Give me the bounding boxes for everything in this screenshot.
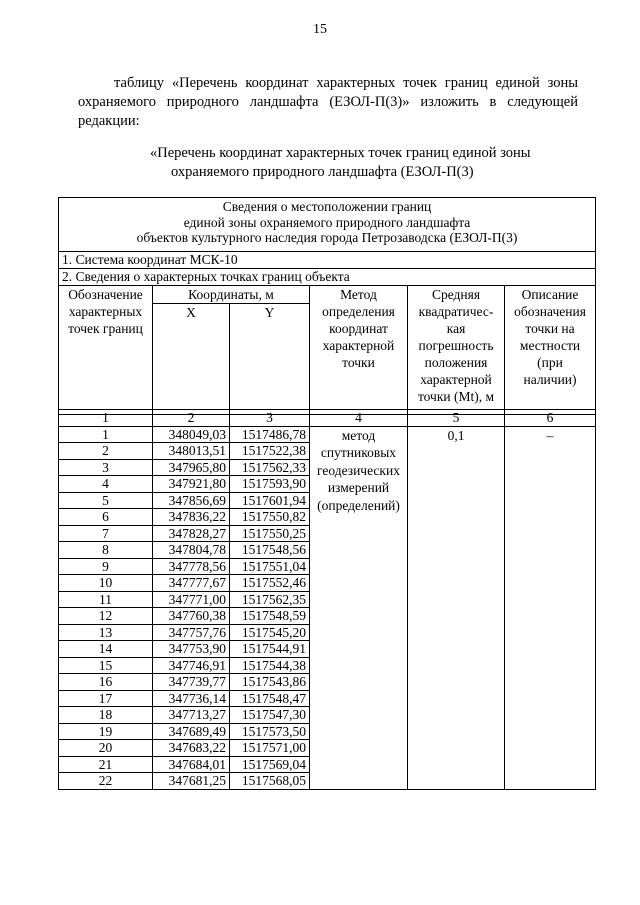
y-coordinate: 1517550,25	[230, 525, 310, 542]
description-value: –	[505, 426, 596, 789]
x-coordinate: 347778,56	[153, 558, 230, 575]
point-number: 9	[59, 558, 153, 575]
quoted-title-line-2: охраняемого природного ландшафта (ЕЗОЛ-П(3)	[171, 164, 474, 180]
point-number: 5	[59, 492, 153, 509]
point-number: 4	[59, 476, 153, 493]
x-coordinate: 347736,14	[153, 690, 230, 707]
header-x: X	[153, 304, 230, 415]
method-line: (определений)	[317, 497, 400, 513]
point-number: 12	[59, 608, 153, 625]
header-method	[310, 286, 408, 415]
x-coordinate: 347771,00	[153, 591, 230, 608]
page-number: 15	[313, 22, 327, 37]
header-line: местности	[519, 338, 581, 353]
header-line: Средняя	[431, 287, 481, 302]
x-coordinate: 347777,67	[153, 575, 230, 592]
y-coordinate: 1517544,38	[230, 657, 310, 674]
x-coordinate: 347856,69	[153, 492, 230, 509]
header-line: (при	[537, 355, 563, 370]
y-coordinate: 1517486,78	[230, 426, 310, 443]
coordinates-table	[58, 409, 596, 790]
point-number: 11	[59, 591, 153, 608]
x-coordinate: 348013,51	[153, 443, 230, 460]
point-number: 3	[59, 459, 153, 476]
y-coordinate: 1517543,86	[230, 674, 310, 691]
header-description	[505, 286, 596, 415]
header-line: точки (Mt), м	[417, 389, 495, 404]
y-coordinate: 1517545,20	[230, 624, 310, 641]
header-line: характерной	[322, 338, 395, 353]
y-coordinate: 1517593,90	[230, 476, 310, 493]
point-number: 6	[59, 509, 153, 526]
x-coordinate: 347689,49	[153, 723, 230, 740]
header-line: характерной	[420, 372, 492, 387]
header-coordinates: Координаты, м	[153, 286, 310, 304]
y-coordinate: 1517571,00	[230, 740, 310, 757]
table-title-line: единой зоны охраняемого природного ландшафта	[183, 214, 471, 230]
point-number: 1	[59, 426, 153, 443]
header-line: координат	[329, 321, 388, 336]
table-row	[59, 426, 596, 443]
point-number: 18	[59, 707, 153, 724]
header-line: Описание	[521, 287, 579, 302]
point-number: 10	[59, 575, 153, 592]
y-coordinate: 1517552,46	[230, 575, 310, 592]
header-line: характерных	[68, 304, 143, 319]
header-line: кая	[446, 321, 466, 336]
header-line: положения	[424, 355, 488, 370]
x-coordinate: 347828,27	[153, 525, 230, 542]
header-line: погрешность	[418, 338, 494, 353]
point-number: 17	[59, 690, 153, 707]
column-number: 2	[153, 410, 230, 427]
column-number: 1	[59, 410, 153, 427]
header-mean-error	[408, 286, 505, 415]
header-line: точек границ	[68, 321, 143, 336]
point-number: 21	[59, 756, 153, 773]
x-coordinate: 347804,78	[153, 542, 230, 559]
x-coordinate: 347965,80	[153, 459, 230, 476]
x-coordinate: 348049,03	[153, 426, 230, 443]
x-coordinate: 347681,25	[153, 773, 230, 790]
x-coordinate: 347683,22	[153, 740, 230, 757]
header-line: точки	[342, 355, 375, 370]
column-number: 3	[230, 410, 310, 427]
x-coordinate: 347753,90	[153, 641, 230, 658]
point-number: 8	[59, 542, 153, 559]
point-number: 15	[59, 657, 153, 674]
y-coordinate: 1517548,56	[230, 542, 310, 559]
point-number: 14	[59, 641, 153, 658]
x-coordinate: 347746,91	[153, 657, 230, 674]
point-number: 7	[59, 525, 153, 542]
y-coordinate: 1517601,94	[230, 492, 310, 509]
y-coordinate: 1517562,33	[230, 459, 310, 476]
y-coordinate: 1517550,82	[230, 509, 310, 526]
y-coordinate: 1517548,59	[230, 608, 310, 625]
method-cell	[310, 426, 408, 789]
header-line: обозначения	[514, 304, 586, 319]
y-coordinate: 1517544,91	[230, 641, 310, 658]
method-line: геодезических	[317, 462, 400, 478]
y-coordinate: 1517569,04	[230, 756, 310, 773]
header-line: Обозначение	[68, 287, 143, 302]
column-number: 4	[310, 410, 408, 427]
intro-paragraph: таблицу «Перечень координат характерных точек границ единой зоны охраняемого природного ландшафта (ЕЗОЛ-П(3)» изложить в следующей редакции:	[78, 75, 578, 129]
y-coordinate: 1517562,35	[230, 591, 310, 608]
method-line: спутниковых	[320, 445, 397, 460]
point-number: 13	[59, 624, 153, 641]
column-number: 5	[408, 410, 505, 427]
quoted-title-line-1: «Перечень координат характерных точек границ единой зоны	[150, 145, 531, 161]
table-title	[59, 198, 596, 252]
y-coordinate: 1517568,05	[230, 773, 310, 790]
header-line: определения	[322, 304, 395, 319]
x-coordinate: 347760,38	[153, 608, 230, 625]
x-coordinate: 347684,01	[153, 756, 230, 773]
header-line: наличии)	[523, 372, 577, 387]
header-y: Y	[230, 304, 310, 415]
y-coordinate: 1517547,30	[230, 707, 310, 724]
table-title-line: объектов культурного наследия города Петрозаводска (ЕЗОЛ-П(3)	[136, 230, 518, 245]
method-line: метод	[341, 427, 376, 443]
x-coordinate: 347757,76	[153, 624, 230, 641]
point-number: 2	[59, 443, 153, 460]
column-numbers-row	[59, 410, 596, 427]
x-coordinate: 347836,22	[153, 509, 230, 526]
quoted-table-title	[150, 144, 531, 182]
y-coordinate: 1517522,38	[230, 443, 310, 460]
boundary-points-info-row: 2. Сведения о характерных точках границ объекта	[59, 269, 596, 286]
header-line: точки на	[525, 321, 575, 336]
mean-error-value: 0,1	[408, 426, 505, 789]
header-line: квадратичес-	[418, 304, 494, 319]
point-number: 22	[59, 773, 153, 790]
x-coordinate: 347739,77	[153, 674, 230, 691]
table-title-line: Сведения о местоположении границ	[222, 199, 432, 214]
x-coordinate: 347713,27	[153, 707, 230, 724]
table-header	[58, 197, 596, 415]
y-coordinate: 1517548,47	[230, 690, 310, 707]
point-number: 20	[59, 740, 153, 757]
y-coordinate: 1517573,50	[230, 723, 310, 740]
header-point-designation	[59, 286, 153, 415]
method-line: измерений	[327, 480, 390, 495]
y-coordinate: 1517551,04	[230, 558, 310, 575]
header-line: Метод	[340, 287, 377, 302]
coordinate-system-row: 1. Система координат МСК-10	[59, 252, 596, 269]
point-number: 19	[59, 723, 153, 740]
point-number: 16	[59, 674, 153, 691]
x-coordinate: 347921,80	[153, 476, 230, 493]
column-number: 6	[505, 410, 596, 427]
